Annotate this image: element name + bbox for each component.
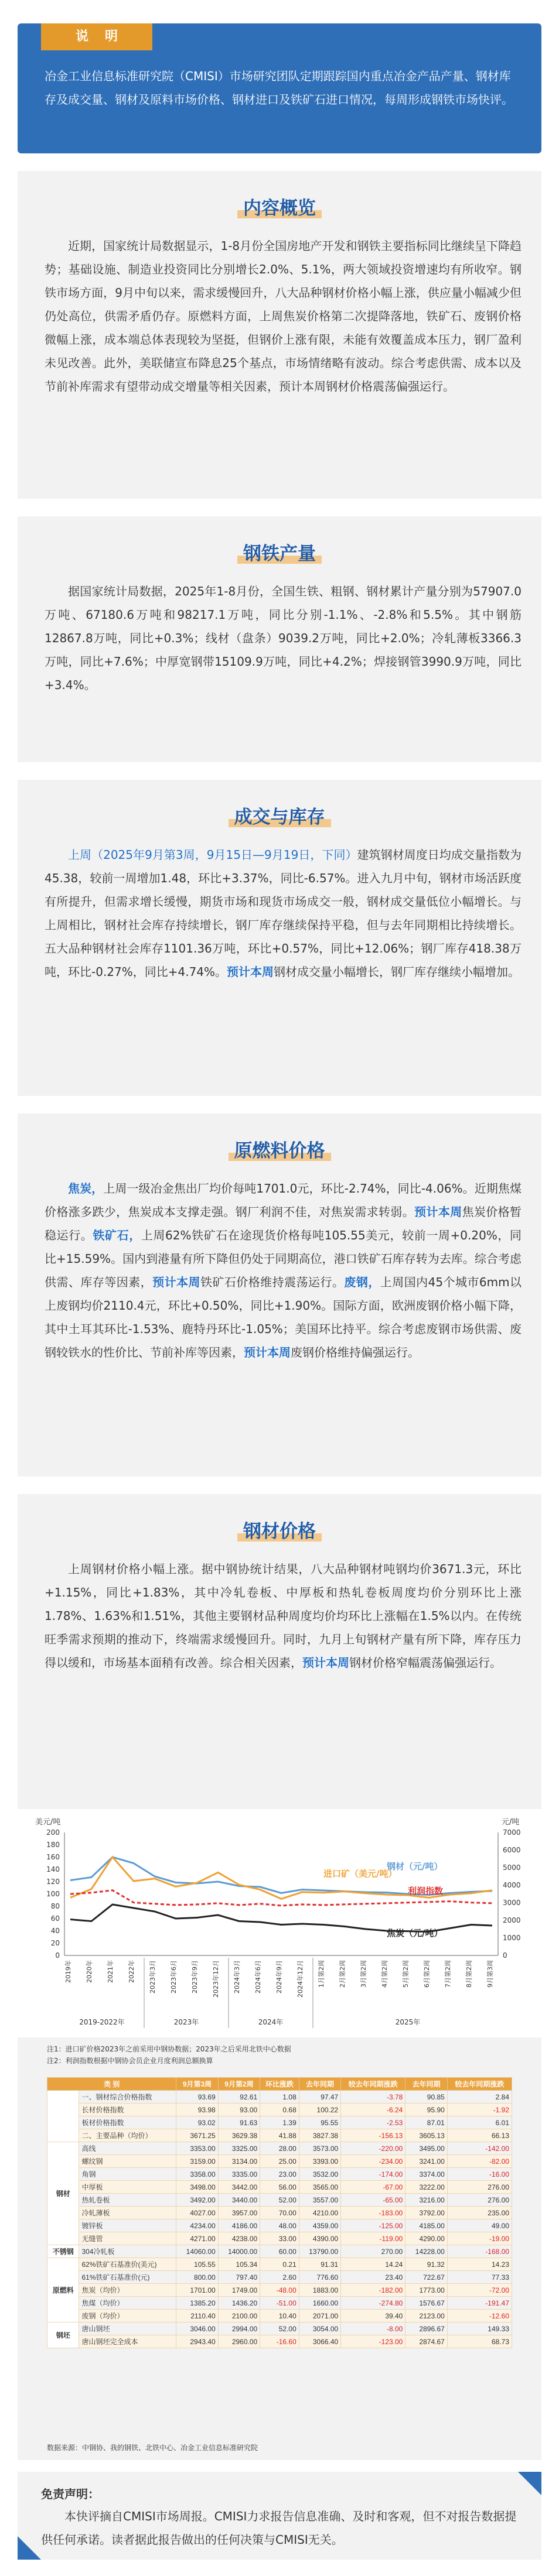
table-value-cell: 3442.00 [218, 2181, 260, 2194]
chart-ytick-left: 20 [50, 1939, 60, 1947]
table-value-cell: 1.08 [260, 2091, 299, 2104]
table-source: 数据来源：中钢协、我的钢铁、北铁中心、冶金工业信息标准研究院 [47, 2444, 258, 2452]
table-header-col: 较去年同期涨跌 [341, 2078, 405, 2091]
table-item-cell: 61%铁矿石基准价(元) [79, 2271, 176, 2284]
table-value-cell: 14.23 [447, 2258, 512, 2271]
chart-xtick: 8月第2周 [465, 1960, 473, 1988]
table-header-col: 较去年同期涨跌 [447, 2078, 512, 2091]
table-value-cell: -16.00 [447, 2168, 512, 2181]
table-value-cell: 2994.00 [218, 2322, 260, 2335]
table-value-cell: 800.00 [176, 2271, 218, 2284]
table-value-cell: 3066.40 [299, 2335, 340, 2348]
table-value-cell: 4390.00 [299, 2232, 340, 2245]
table-value-cell: 4238.00 [218, 2232, 260, 2245]
table-value-cell: 52.00 [260, 2322, 299, 2335]
chart-xtick: 2022年 [128, 1960, 135, 1983]
production-title: 钢铁产量 [18, 539, 541, 565]
table-value-cell: 14060.00 [176, 2245, 218, 2258]
chart-ytick-left: 160 [46, 1853, 60, 1861]
steel-forecast: 预计本周 [302, 1656, 349, 1670]
price-chart [18, 1809, 541, 2037]
table-value-cell: -16.60 [260, 2335, 299, 2348]
chart-period-label: 2024年 [258, 2018, 284, 2026]
chart-period-label: 2019-2022年 [79, 2018, 125, 2026]
table-value-cell: 10.40 [260, 2310, 299, 2322]
table-value-cell: 3827.38 [299, 2129, 340, 2142]
disclaimer-corner-decoration [518, 2472, 541, 2495]
table-row [47, 2207, 512, 2219]
table-value-cell: -191.47 [447, 2297, 512, 2310]
table-value-cell: 105.34 [218, 2258, 260, 2271]
table-item-cell: 板材价格指数 [79, 2116, 176, 2129]
table-value-cell: 3216.00 [405, 2194, 447, 2207]
table-value-cell: -3.78 [341, 2091, 405, 2104]
table-row [47, 2129, 512, 2142]
table-value-cell: 2.60 [260, 2271, 299, 2284]
table-value-cell: 3134.00 [218, 2155, 260, 2168]
table-value-cell: 1749.00 [218, 2284, 260, 2297]
table-value-cell: -48.00 [260, 2284, 299, 2297]
scrap-label: 废钢， [344, 1275, 380, 1289]
table-value-cell: 1576.67 [405, 2297, 447, 2310]
chart-xtick: 2023年3月 [149, 1960, 156, 1993]
chart-xtick: 2024年6月 [254, 1960, 262, 1993]
table-value-cell: 14000.00 [218, 2245, 260, 2258]
chart-xtick: 5月第2周 [402, 1960, 410, 1988]
table-item-cell: 焦炭（均价） [79, 2284, 176, 2297]
table-value-cell: 70.00 [260, 2207, 299, 2219]
table-category-cell: 钢材 [47, 2142, 79, 2245]
chart-ytick-right: 6000 [503, 1846, 521, 1854]
chart-ytick-right: 7000 [503, 1828, 521, 1837]
table-value-cell: 4210.00 [299, 2207, 340, 2219]
table-value-cell: -182.00 [341, 2284, 405, 2297]
table-value-cell: -220.00 [341, 2142, 405, 2155]
steel-title: 钢材价格 [18, 1516, 541, 1543]
coke-text: 上周一级冶金焦出厂均价每吨1701.0元，环比-2.74%，同比-4.06%。近期焦煤价格涨多跌少，焦炭成本支撑走强。钢厂利润不佳，对焦炭需求转弱。 [45, 1181, 522, 1219]
chart-xtick: 2023年9月 [191, 1960, 199, 1993]
table-value-cell: 3573.00 [299, 2142, 340, 2155]
steel-text [45, 1557, 521, 1674]
table-value-cell: 56.00 [260, 2181, 299, 2194]
table-value-cell: 87.01 [405, 2116, 447, 2129]
table-value-cell: 93.69 [176, 2091, 218, 2104]
chart-xtick: 2024年9月 [275, 1960, 283, 1993]
table-value-cell: 3492.00 [176, 2194, 218, 2207]
table-value-cell: 3557.00 [299, 2194, 340, 2207]
table-item-cell: 中厚板 [79, 2181, 176, 2194]
table-value-cell: 93.98 [176, 2104, 218, 2116]
table-row [47, 2335, 512, 2348]
table-item-cell: 角钢 [79, 2168, 176, 2181]
table-value-cell: 3565.00 [299, 2181, 340, 2194]
chart-xtick: 7月第2周 [444, 1960, 452, 1988]
trade-text [45, 843, 521, 984]
table-row [47, 2091, 512, 2104]
table-value-cell: 52.00 [260, 2194, 299, 2207]
chart-ytick-right: 2000 [503, 1916, 521, 1924]
table-value-cell: 48.00 [260, 2219, 299, 2232]
table-value-cell: 3241.00 [405, 2155, 447, 2168]
table-value-cell: 4271.00 [176, 2232, 218, 2245]
table-item-cell: 废钢（均价） [79, 2310, 176, 2322]
table-value-cell: 2100.00 [218, 2310, 260, 2322]
table-row [47, 2245, 512, 2258]
table-value-cell: 95.90 [405, 2104, 447, 2116]
table-item-cell: 螺纹钢 [79, 2155, 176, 2168]
chart-ytick-left: 120 [46, 1878, 60, 1886]
table-value-cell: 1.39 [260, 2116, 299, 2129]
table-value-cell: 60.00 [260, 2245, 299, 2258]
table-value-cell: 3358.00 [176, 2168, 218, 2181]
chart-ytick-left: 200 [46, 1828, 60, 1837]
table-value-cell: 33.00 [260, 2232, 299, 2245]
chart-series-label: 焦炭（元/吨） [387, 1928, 443, 1938]
table-value-cell: 39.40 [341, 2310, 405, 2322]
trade-forecast: 预计本周 [227, 965, 274, 979]
table-value-cell: -183.00 [341, 2207, 405, 2219]
table-item-cell: 长材价格指数 [79, 2104, 176, 2116]
section-raw [18, 1114, 541, 1477]
production-text: 据国家统计局数据，2025年1-8月份，全国生铁、粗钢、钢材累计产量分别为57907.0万吨、67180.6万吨和98217.1万吨，同比分别-1.1%、-2.8%和5.5%。其中钢筋12867.8万吨，同比+0.3%；线材（盘条）9039.2万吨，同比+2.0%；冷轧薄板3366.3万吨，同比+7.6%；中厚宽钢带15109.9万吨，同比+4.2%；焊接钢管3990.9万吨，同比+3.4%。 [45, 584, 521, 692]
table-value-cell: 2071.00 [299, 2310, 340, 2322]
table-item-cell: 二、主要品种（均价） [79, 2129, 176, 2142]
table-value-cell: 4027.00 [176, 2207, 218, 2219]
table-value-cell: -72.00 [447, 2284, 512, 2297]
table-value-cell: 3374.00 [405, 2168, 447, 2181]
chart-xtick: 1月第2周 [318, 1960, 325, 1988]
table-item-cell: 无缝管 [79, 2232, 176, 2245]
chart-ytick-left: 140 [46, 1865, 60, 1873]
table-category-cell: 不锈钢 [47, 2245, 79, 2258]
scrap-forecast: 预计本周 [244, 1345, 291, 1359]
chart-ytick-right: 3000 [503, 1899, 521, 1907]
table-value-cell: 2.84 [447, 2091, 512, 2104]
scrap-text: 上周国内45个城市6mm以上废钢均价2110.4元，环比+0.50%，同比+1.90%。国际方面，欧洲废钢价格小幅下降，其中土耳其环比-1.53%、鹿特丹环比-1.05%；美国环比持平。综合考虑废钢市场供需、废钢较铁水的性价比、节前补库等因素， [45, 1275, 522, 1359]
table-value-cell: 270.00 [341, 2245, 405, 2258]
table-value-cell: 3046.00 [176, 2322, 218, 2335]
table-row [47, 2194, 512, 2207]
table-value-cell: -125.00 [341, 2219, 405, 2232]
table-value-cell: 1773.00 [405, 2284, 447, 2297]
table-value-cell: 0.21 [260, 2258, 299, 2271]
table-value-cell: 66.13 [447, 2129, 512, 2142]
table-value-cell: 722.67 [405, 2271, 447, 2284]
table-item-cell: 冷轧薄板 [79, 2207, 176, 2219]
table-header-col: 9月第2周 [218, 2078, 260, 2091]
table-value-cell: 93.02 [176, 2116, 218, 2129]
table-value-cell: -142.00 [447, 2142, 512, 2155]
chart-xtick: 3月第2周 [360, 1960, 367, 1988]
chart-xtick: 2023年12月 [212, 1960, 220, 1998]
table-value-cell: 3159.00 [176, 2155, 218, 2168]
trade-text-body: 建筑钢材周度日均成交量指数为45.38，较前一周增加1.48，环比+3.37%，同比-6.57%。进入九月中旬，钢材市场活跃度有所提升，但需求增长缓慢，期货市场和现货市场成交一般，钢材成交量低位小幅增长。与上周相比，钢材社会库存持续增长，钢厂库存继续保持平稳，但与去年同期相比持续增长。五大品种钢材社会库存1101.36万吨，环比+0.57%，同比+12.06%；钢厂库存418.38万吨，环比-0.27%，同比+4.74%。 [45, 848, 521, 979]
chart-series-label: 进口矿（美元/吨） [323, 1868, 397, 1879]
table-value-cell: 3054.00 [299, 2322, 340, 2335]
scrap-tail: 废钢价格维持偏强运行。 [291, 1345, 420, 1359]
chart-ytick-left: 40 [50, 1927, 60, 1935]
table-value-cell: 90.85 [405, 2091, 447, 2104]
table-row [47, 2155, 512, 2168]
table-item-cell: 一、钢材综合价格指数 [79, 2091, 176, 2104]
table-value-cell: 2896.67 [405, 2322, 447, 2335]
ore-tail: 铁矿石价格维持震荡运行。 [200, 1275, 345, 1289]
table-item-cell: 高线 [79, 2142, 176, 2155]
overview-text: 近期，国家统计局数据显示，1-8月份全国房地产开发和钢铁主要指标同比继续呈下降趋势；基础设施、制造业投资同比分别增长2.0%、5.1%，两大领域投资增速均有所收窄。钢铁市场方面，9月中旬以来，需求缓慢回升，八大品种钢材价格小幅上涨，供应量小幅减少但仍处高位，供需矛盾仍存。原燃料方面，上周焦炭价格第二次提降落地，铁矿石、废钢价格微幅上涨，成本端总体表现较为坚挺，但钢价上涨有限，未能有效覆盖成本压力，钢厂盈利未见改善。此外，美联储宣布降息25个基点，市场情绪略有波动。综合考虑供需、成本以及节前补库需求有望带动成交增量等相关因素，预计本周钢材价格震荡偏强运行。 [45, 239, 521, 393]
table-row [47, 2168, 512, 2181]
table-value-cell: 3495.00 [405, 2142, 447, 2155]
coke-tail: 焦炭价格暂稳运行。 [45, 1205, 522, 1242]
chart-ytick-left: 60 [50, 1914, 60, 1923]
table-category-cell: 钢坯 [47, 2322, 79, 2348]
table-row [47, 2284, 512, 2297]
table-value-cell: 1660.00 [299, 2297, 340, 2310]
table-value-cell: 41.88 [260, 2129, 299, 2142]
steel-text-body: 上周钢材价格小幅上涨。据中钢协统计结果，八大品种钢材吨钢均价3671.3元，环比+1.15%，同比+1.83%，其中冷轧卷板、中厚板和热轧卷板周度均价分别环比上涨1.78%、1.63%和1.51%，其他主要钢材品种周度均价均环比上涨幅在1.5%以内。在传统旺季需求预期的推动下，终端需求缓慢回升。同时，九月上旬钢材产量有所下降，库存压力得以缓和，市场基本面稍有改善。综合相关因素， [45, 1562, 521, 1670]
table-value-cell: 2960.00 [218, 2335, 260, 2348]
table-value-cell: -8.00 [341, 2322, 405, 2335]
table-value-cell: 3353.00 [176, 2142, 218, 2155]
ore-forecast: 预计本周 [152, 1275, 200, 1289]
chart-ytick-left: 100 [46, 1890, 60, 1898]
ore-label: 铁矿石， [93, 1228, 141, 1242]
table-value-cell: 2943.40 [176, 2335, 218, 2348]
table-value-cell: 1883.00 [299, 2284, 340, 2297]
table-value-cell: 797.40 [218, 2271, 260, 2284]
chart-xtick: 4月第2周 [381, 1960, 388, 1988]
table-header-col: 9月第3周 [176, 2078, 218, 2091]
table-value-cell: -119.00 [341, 2232, 405, 2245]
table-row [47, 2181, 512, 2194]
chart-note-2: 注2：利润指数根据中钢协会员企业月度利润总额换算 [47, 2057, 213, 2065]
chart-xtick: 2024年12月 [296, 1960, 304, 1998]
table-category-cell [47, 2091, 79, 2142]
chart-xtick: 2020年 [86, 1960, 93, 1983]
table-value-cell: 3957.00 [218, 2207, 260, 2219]
table-row [47, 2322, 512, 2335]
table-row [47, 2142, 512, 2155]
table-row [47, 2271, 512, 2284]
trade-title: 成交与库存 [18, 802, 541, 828]
chart-xtick: 2021年 [107, 1960, 114, 1983]
table-value-cell: 2874.67 [405, 2335, 447, 2348]
table-value-cell: 4359.00 [299, 2219, 340, 2232]
chart-notes [47, 2043, 527, 2067]
section-overview [18, 171, 541, 499]
section-trade [18, 780, 541, 1096]
chart-series-label: 钢材（元/吨） [387, 1861, 443, 1872]
table-value-cell: 1701.00 [176, 2284, 218, 2297]
table-value-cell: 91.63 [218, 2116, 260, 2129]
table-header-col: 去年同期 [405, 2078, 447, 2091]
table-value-cell: -174.00 [341, 2168, 405, 2181]
chart-ytick-right: 1000 [503, 1934, 521, 1942]
overview-title: 内容概览 [18, 193, 541, 220]
chart-xtick: 9月第3周 [486, 1960, 494, 1988]
table-value-cell: -65.00 [341, 2194, 405, 2207]
table-row [47, 2104, 512, 2116]
table-value-cell: -12.60 [447, 2310, 512, 2322]
table-row [47, 2310, 512, 2322]
table-value-cell: 49.00 [447, 2219, 512, 2232]
steel-text-tail: 钢材价格窄幅震荡偏强运行。 [349, 1656, 502, 1670]
table-item-cell: 唐山钢坯完全成本 [79, 2335, 176, 2348]
table-value-cell: -6.24 [341, 2104, 405, 2116]
table-row [47, 2297, 512, 2310]
table-value-cell: 0.68 [260, 2104, 299, 2116]
trade-text-tail: 钢材成交量小幅增长，钢厂库存继续小幅增加。 [274, 965, 520, 979]
chart-note-1: 注1：进口矿价格2023年之前采用中钢协数据；2023年之后采用北铁中心数据 [47, 2045, 291, 2053]
table-value-cell: 3498.00 [176, 2181, 218, 2194]
table-row [47, 2219, 512, 2232]
chart-ytick-left: 80 [50, 1902, 60, 1910]
table-value-cell: 1385.20 [176, 2297, 218, 2310]
price-chart-svg [18, 1809, 541, 2037]
table-value-cell: -2.53 [341, 2116, 405, 2129]
disclaimer-corner-decoration [18, 2536, 41, 2560]
table-value-cell: 4234.00 [176, 2219, 218, 2232]
table-value-cell: 100.22 [299, 2104, 340, 2116]
table-item-cell: 304冷轧板 [79, 2245, 176, 2258]
table-row [47, 2232, 512, 2245]
chart-series-label: 利润指数 [408, 1886, 444, 1896]
table-value-cell: -123.00 [341, 2335, 405, 2348]
table-value-cell: -82.00 [447, 2155, 512, 2168]
table-value-cell: 3671.25 [176, 2129, 218, 2142]
table-value-cell: 4185.00 [405, 2219, 447, 2232]
table-row [47, 2116, 512, 2129]
raw-text [45, 1177, 521, 1364]
intro-banner [18, 23, 541, 153]
table-value-cell: 3792.00 [405, 2207, 447, 2219]
table-value-cell: 3222.00 [405, 2181, 447, 2194]
disclaimer [18, 2472, 541, 2560]
chart-ytick-right: 5000 [503, 1864, 521, 1872]
coke-label: 焦炭， [68, 1181, 104, 1195]
coke-forecast: 预计本周 [414, 1205, 462, 1219]
table-category-cell: 原燃料 [47, 2258, 79, 2322]
table-value-cell: 3325.00 [218, 2142, 260, 2155]
chart-xtick: 2月第2周 [339, 1960, 346, 1988]
table-item-cell: 热轧卷板 [79, 2194, 176, 2207]
table-value-cell: -168.00 [447, 2245, 512, 2258]
intro-text: 冶金工业信息标准研究院（CMISI）市场研究团队定期跟踪国内重点冶金产品产量、钢材库存及成交量、钢材及原料市场价格、钢材进口及铁矿石进口情况，每周形成钢铁市场快评。 [45, 69, 513, 107]
table-value-cell: 235.00 [447, 2207, 512, 2219]
table-item-cell: 镀锌板 [79, 2219, 176, 2232]
table-value-cell: 91.32 [405, 2258, 447, 2271]
table-value-cell: 3629.38 [218, 2129, 260, 2142]
disclaimer-text: 本快评摘自CMISI市场周报。CMISI力求报告信息准确、及时和客观，但不对报告数据提供任何承诺。读者据此报告做出的任何决策与CMISI无关。 [41, 2509, 517, 2547]
table-value-cell: 92.61 [218, 2091, 260, 2104]
table-value-cell: 6.01 [447, 2116, 512, 2129]
table-value-cell: 4186.00 [218, 2219, 260, 2232]
chart-xtick: 2024年3月 [233, 1960, 241, 1993]
chart-ytick-right: 4000 [503, 1881, 521, 1889]
section-production [18, 516, 541, 762]
intro-tab-label: 说明 [41, 23, 152, 50]
table-value-cell: 93.00 [218, 2104, 260, 2116]
table-value-cell: 97.47 [299, 2091, 340, 2104]
table-item-cell: 唐山钢坯 [79, 2322, 176, 2335]
table-value-cell: 3393.00 [299, 2155, 340, 2168]
chart-xtick: 2023年6月 [170, 1960, 178, 1993]
table-value-cell: 95.55 [299, 2116, 340, 2129]
table-value-cell: -234.00 [341, 2155, 405, 2168]
table-value-cell: -274.80 [341, 2297, 405, 2310]
table-value-cell: 28.00 [260, 2142, 299, 2155]
table-value-cell: -51.00 [260, 2297, 299, 2310]
table-value-cell: 23.40 [341, 2271, 405, 2284]
table-value-cell: 276.00 [447, 2181, 512, 2194]
table-item-cell: 焦煤（均价） [79, 2297, 176, 2310]
chart-ylabel-right: 元/吨 [502, 1818, 520, 1827]
price-table [47, 2077, 512, 2348]
table-value-cell: 3605.13 [405, 2129, 447, 2142]
table-value-cell: 2123.00 [405, 2310, 447, 2322]
table-value-cell: 23.00 [260, 2168, 299, 2181]
table-item-cell: 62%铁矿石基准价(美元) [79, 2258, 176, 2271]
table-value-cell: -156.13 [341, 2129, 405, 2142]
table-value-cell: 25.00 [260, 2155, 299, 2168]
table-header-col: 去年同期 [299, 2078, 340, 2091]
raw-title: 原燃料价格 [18, 1136, 541, 1162]
table-value-cell: 77.33 [447, 2271, 512, 2284]
table-value-cell: 4290.00 [405, 2232, 447, 2245]
table-row [47, 2258, 512, 2271]
table-value-cell: 3440.00 [218, 2194, 260, 2207]
chart-ytick-right: 0 [503, 1951, 507, 1960]
chart-period-label: 2023年 [173, 2018, 199, 2026]
table-value-cell: 91.31 [299, 2258, 340, 2271]
table-value-cell: 13790.00 [299, 2245, 340, 2258]
table-value-cell: -1.92 [447, 2104, 512, 2116]
table-value-cell: 1436.20 [218, 2297, 260, 2310]
table-value-cell: 14.24 [341, 2258, 405, 2271]
table-value-cell: 3335.00 [218, 2168, 260, 2181]
trade-week-label: 上周（2025年9月第3周，9月15日—9月19日，下同） [68, 848, 357, 862]
table-value-cell: 14228.00 [405, 2245, 447, 2258]
chart-ytick-left: 0 [55, 1951, 60, 1960]
chart-period-label: 2025年 [395, 2018, 421, 2026]
table-header-col: 环比涨跌 [260, 2078, 299, 2091]
table-value-cell: -67.00 [341, 2181, 405, 2194]
table-value-cell: 276.00 [447, 2194, 512, 2207]
table-header-row [47, 2078, 512, 2091]
table-value-cell: 149.33 [447, 2322, 512, 2335]
table-value-cell: 3532.00 [299, 2168, 340, 2181]
table-value-cell: -19.00 [447, 2232, 512, 2245]
table-value-cell: 68.73 [447, 2335, 512, 2348]
table-header-category: 类 别 [47, 2078, 176, 2091]
table-value-cell: 105.55 [176, 2258, 218, 2271]
chart-ytick-left: 180 [46, 1841, 60, 1849]
chart-ylabel-left: 美元/吨 [35, 1818, 61, 1827]
chart-xtick: 6月第2周 [423, 1960, 431, 1988]
disclaimer-title: 免责声明： [41, 2487, 100, 2501]
table-value-cell: 776.60 [299, 2271, 340, 2284]
chart-xtick: 2019年 [64, 1960, 72, 1983]
table-value-cell: 2110.40 [176, 2310, 218, 2322]
ore-text: 上周62%铁矿石在途现货价格每吨105.55美元，较前一周+0.20%，同比+15.59%。国内到港量有所下降但仍处于同期高位，港口铁矿石库存转为去库。综合考虑供需、库存等因素， [45, 1228, 522, 1289]
